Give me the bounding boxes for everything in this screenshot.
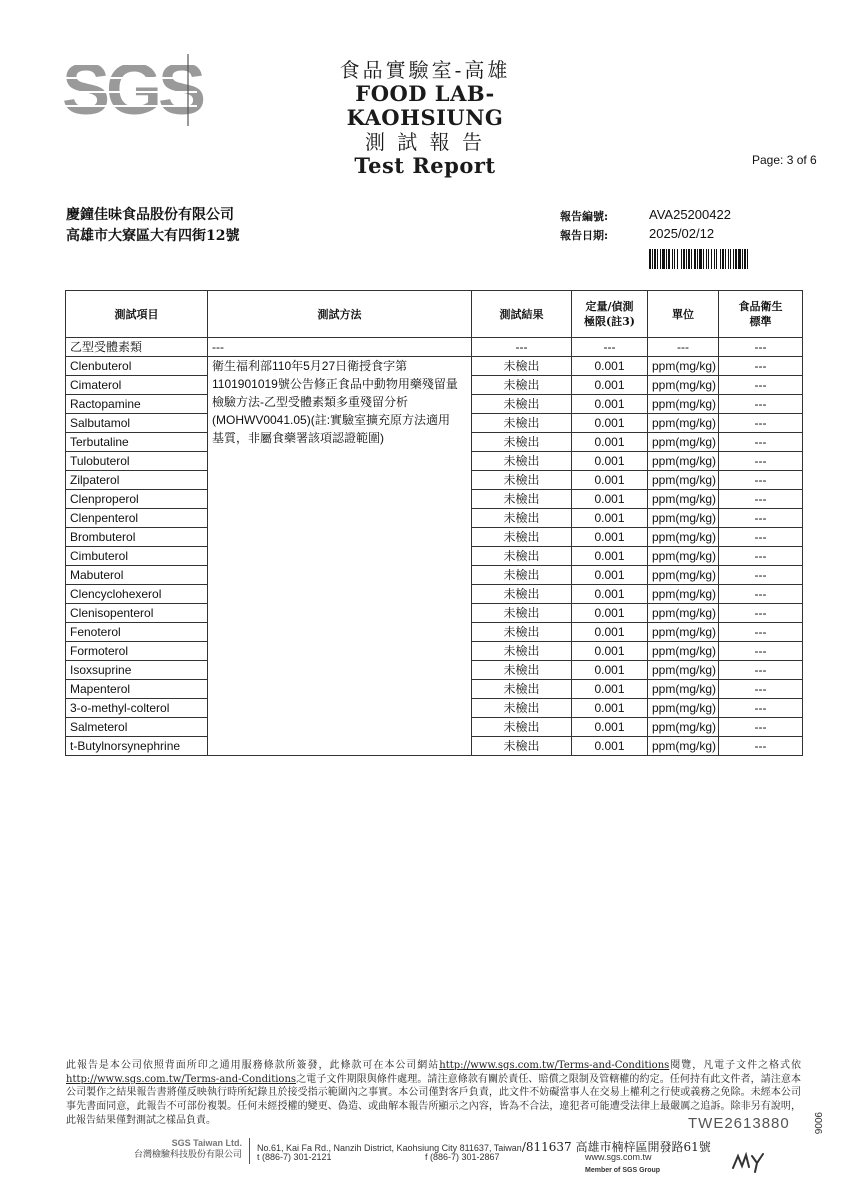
food-standard: --- [719, 509, 803, 528]
food-standard: --- [719, 471, 803, 490]
test-result: 未檢出 [472, 471, 572, 490]
test-result: 未檢出 [472, 452, 572, 471]
detection-limit: 0.001 [572, 490, 648, 509]
test-item: Salbutamol [66, 414, 208, 433]
test-item: Mabuterol [66, 566, 208, 585]
detection-limit: 0.001 [572, 357, 648, 376]
food-standard: --- [719, 699, 803, 718]
lab-title-cn: 食品實驗室-高雄 [339, 58, 511, 82]
unit: ppm(mg/kg) [648, 376, 719, 395]
food-standard: --- [719, 642, 803, 661]
header-item: 測試項目 [66, 291, 208, 338]
test-item: Cimaterol [66, 376, 208, 395]
method-line: 基質，非屬食藥署該項認證範圍) [212, 431, 384, 445]
address-cn: /811637 高雄市楠梓區開發路61號 [521, 1140, 711, 1154]
test-result: 未檢出 [472, 547, 572, 566]
report-title-en: Test Report [354, 153, 496, 178]
company-name-cn: 台灣檢驗科技股份有限公司 [133, 1150, 242, 1160]
test-result: 未檢出 [472, 623, 572, 642]
unit: ppm(mg/kg) [648, 566, 719, 585]
test-item: Formoterol [66, 642, 208, 661]
company-name-en: SGS Taiwan Ltd. [171, 1138, 242, 1148]
detection-limit: 0.001 [572, 452, 648, 471]
category-method: --- [208, 338, 472, 357]
company-name-block [92, 1137, 242, 1161]
logo-text: SGS [62, 50, 203, 130]
results-table [65, 290, 803, 756]
unit: ppm(mg/kg) [648, 623, 719, 642]
unit: ppm(mg/kg) [648, 737, 719, 756]
header-standard-line1: 食品衛生 [738, 300, 783, 313]
test-result: 未檢出 [472, 680, 572, 699]
unit: ppm(mg/kg) [648, 661, 719, 680]
detection-limit: 0.001 [572, 642, 648, 661]
test-item: t-Butylnorsynephrine [66, 737, 208, 756]
unit: ppm(mg/kg) [648, 433, 719, 452]
test-item: Ractopamine [66, 395, 208, 414]
disclaimer-part2: 閱覽，凡電子文件之格式依 [669, 1060, 802, 1071]
detection-limit: 0.001 [572, 566, 648, 585]
food-standard: --- [719, 585, 803, 604]
test-result: 未檢出 [472, 604, 572, 623]
unit: ppm(mg/kg) [648, 699, 719, 718]
test-result: 未檢出 [472, 699, 572, 718]
unit: ppm(mg/kg) [648, 642, 719, 661]
test-item: 3-o-methyl-colterol [66, 699, 208, 718]
header-limit-line2: 極限(註3) [583, 315, 636, 328]
test-method [208, 357, 472, 756]
table-header-row [66, 291, 803, 338]
food-standard: --- [719, 376, 803, 395]
test-result: 未檢出 [472, 737, 572, 756]
header-method: 測試方法 [208, 291, 472, 338]
unit: ppm(mg/kg) [648, 395, 719, 414]
terms-link-2[interactable]: http://www.sgs.com.tw/Terms-and-Conditions [66, 1073, 297, 1085]
unit: ppm(mg/kg) [648, 452, 719, 471]
document-stamp-number: TWE2613880 [688, 1115, 790, 1132]
disclaimer-part3: 之電子文件期限與條件處理。請注意條款有關於責任、賠償之限制及管轄權的約定。任何持有此文件者，請注意本公司製作之結果報告書將僅反映執行時所紀錄且於接受指示範圍內之事實。本公司僅對客戶負責，此文件不妨礙當事人在交易上權利之行使或義務之免除。未經本公司事先書面同意，此報告不可部份複製。任何未經授權的變更、偽造、或曲解本報告所顯示之內容，皆為不合法，違犯者可能遭受法律上最嚴厲之追訴。除非另有說明，此報告結果僅對測試之樣品負責。 [66, 1073, 801, 1126]
food-standard: --- [719, 490, 803, 509]
test-result: 未檢出 [472, 661, 572, 680]
header-limit-line1: 定量/偵測 [585, 300, 634, 313]
test-result: 未檢出 [472, 566, 572, 585]
logo-stripes-icon [62, 50, 197, 130]
test-result: 未檢出 [472, 433, 572, 452]
food-standard: --- [719, 547, 803, 566]
fax-number: f (886-7) 301-2867 [425, 1152, 500, 1162]
test-item: Clencyclohexerol [66, 585, 208, 604]
report-meta-values [649, 205, 731, 243]
header-unit: 單位 [648, 291, 719, 338]
category-unit: --- [648, 338, 719, 357]
detection-limit: 0.001 [572, 433, 648, 452]
unit: ppm(mg/kg) [648, 490, 719, 509]
test-result: 未檢出 [472, 642, 572, 661]
detection-limit: 0.001 [572, 737, 648, 756]
report-meta-labels [560, 207, 608, 245]
category-row [66, 338, 803, 357]
test-item: Fenoterol [66, 623, 208, 642]
header-limit [572, 291, 648, 338]
detection-limit: 0.001 [572, 680, 648, 699]
page-number: Page: 3 of 6 [752, 153, 817, 167]
detection-limit: 0.001 [572, 699, 648, 718]
food-standard: --- [719, 433, 803, 452]
detection-limit: 0.001 [572, 376, 648, 395]
detection-limit: 0.001 [572, 528, 648, 547]
address-en: No.61, Kai Fa Rd., Nanzih District, Kaohsiung City 811637, Taiwan [257, 1143, 522, 1153]
test-result: 未檢出 [472, 376, 572, 395]
detection-limit: 0.001 [572, 623, 648, 642]
client-info [66, 205, 239, 247]
header-standard [719, 291, 803, 338]
terms-link-1[interactable]: http://www.sgs.com.tw/Terms-and-Conditions [439, 1060, 670, 1071]
unit: ppm(mg/kg) [648, 547, 719, 566]
test-item: Clenproperol [66, 490, 208, 509]
detection-limit: 0.001 [572, 471, 648, 490]
food-standard: --- [719, 414, 803, 433]
signature-mark-icon [730, 1150, 770, 1174]
unit: ppm(mg/kg) [648, 471, 719, 490]
test-result: 未檢出 [472, 718, 572, 737]
test-result: 未檢出 [472, 395, 572, 414]
report-title-cn: 測 試 報 告 [364, 130, 486, 154]
detection-limit: 0.001 [572, 547, 648, 566]
member-of-group: Member of SGS Group [585, 1167, 661, 1174]
test-item: Salmeterol [66, 718, 208, 737]
unit: ppm(mg/kg) [648, 509, 719, 528]
test-item: Isoxsuprine [66, 661, 208, 680]
method-line: 檢驗方法-乙型受體素類多重殘留分析 [212, 395, 408, 409]
test-item: Clenbuterol [66, 357, 208, 376]
phone-number: t (886-7) 301-2121 [257, 1152, 332, 1162]
website[interactable]: www.sgs.com.tw [585, 1152, 652, 1162]
test-item: Brombuterol [66, 528, 208, 547]
sgs-logo [62, 50, 203, 130]
category-standard: --- [719, 338, 803, 357]
side-number: 9006 [812, 1112, 823, 1135]
test-item: Terbutaline [66, 433, 208, 452]
test-item: Mapenterol [66, 680, 208, 699]
food-standard: --- [719, 357, 803, 376]
detection-limit: 0.001 [572, 414, 648, 433]
unit: ppm(mg/kg) [648, 528, 719, 547]
method-line: (MOHWV0041.05)(註:實驗室擴充原方法適用 [212, 413, 451, 427]
unit: ppm(mg/kg) [648, 414, 719, 433]
test-result: 未檢出 [472, 528, 572, 547]
report-no: AVA25200422 [649, 207, 731, 222]
food-standard: --- [719, 718, 803, 737]
test-result: 未檢出 [472, 490, 572, 509]
address-divider [249, 1138, 250, 1164]
test-item: Zilpaterol [66, 471, 208, 490]
header-standard-line2: 標準 [749, 315, 772, 328]
category-item: 乙型受體素類 [66, 338, 208, 357]
report-date: 2025/02/12 [649, 226, 715, 241]
barcode-icon [649, 249, 802, 269]
test-item: Cimbuterol [66, 547, 208, 566]
food-standard: --- [719, 604, 803, 623]
food-standard: --- [719, 661, 803, 680]
unit: ppm(mg/kg) [648, 585, 719, 604]
test-result: 未檢出 [472, 509, 572, 528]
category-result: --- [472, 338, 572, 357]
disclaimer-part1: 此報告是本公司依照背面所印之通用服務條款所簽發，此條款可在本公司網站 [66, 1060, 440, 1071]
detection-limit: 0.001 [572, 604, 648, 623]
client-name: 慶鐘佳味食品股份有限公司 [66, 207, 234, 223]
food-standard: --- [719, 737, 803, 756]
detection-limit: 0.001 [572, 661, 648, 680]
test-result: 未檢出 [472, 414, 572, 433]
food-standard: --- [719, 680, 803, 699]
detection-limit: 0.001 [572, 585, 648, 604]
header-result: 測試結果 [472, 291, 572, 338]
food-standard: --- [719, 528, 803, 547]
detection-limit: 0.001 [572, 509, 648, 528]
test-result: 未檢出 [472, 357, 572, 376]
unit: ppm(mg/kg) [648, 604, 719, 623]
detection-limit: 0.001 [572, 718, 648, 737]
client-address: 高雄市大寮區大有四街12號 [66, 228, 240, 244]
method-line: 1101901019號公告修正食品中動物用藥殘留量 [212, 377, 458, 391]
test-item: Tulobuterol [66, 452, 208, 471]
test-result: 未檢出 [472, 585, 572, 604]
category-limit: --- [572, 338, 648, 357]
unit: ppm(mg/kg) [648, 718, 719, 737]
food-standard: --- [719, 395, 803, 414]
food-standard: --- [719, 566, 803, 585]
detection-limit: 0.001 [572, 395, 648, 414]
method-line: 衛生福利部110年5月27日衛授食字第 [212, 359, 408, 373]
test-item: Clenisopenterol [66, 604, 208, 623]
food-standard: --- [719, 452, 803, 471]
table-row [66, 357, 803, 376]
unit: ppm(mg/kg) [648, 680, 719, 699]
food-standard: --- [719, 623, 803, 642]
unit: ppm(mg/kg) [648, 357, 719, 376]
test-item: Clenpenterol [66, 509, 208, 528]
report-no-label: 報告編號: [560, 210, 609, 223]
report-header [280, 58, 570, 178]
report-date-label: 報告日期: [560, 229, 609, 242]
lab-title-en: FOOD LAB-KAOHSIUNG [346, 81, 504, 130]
